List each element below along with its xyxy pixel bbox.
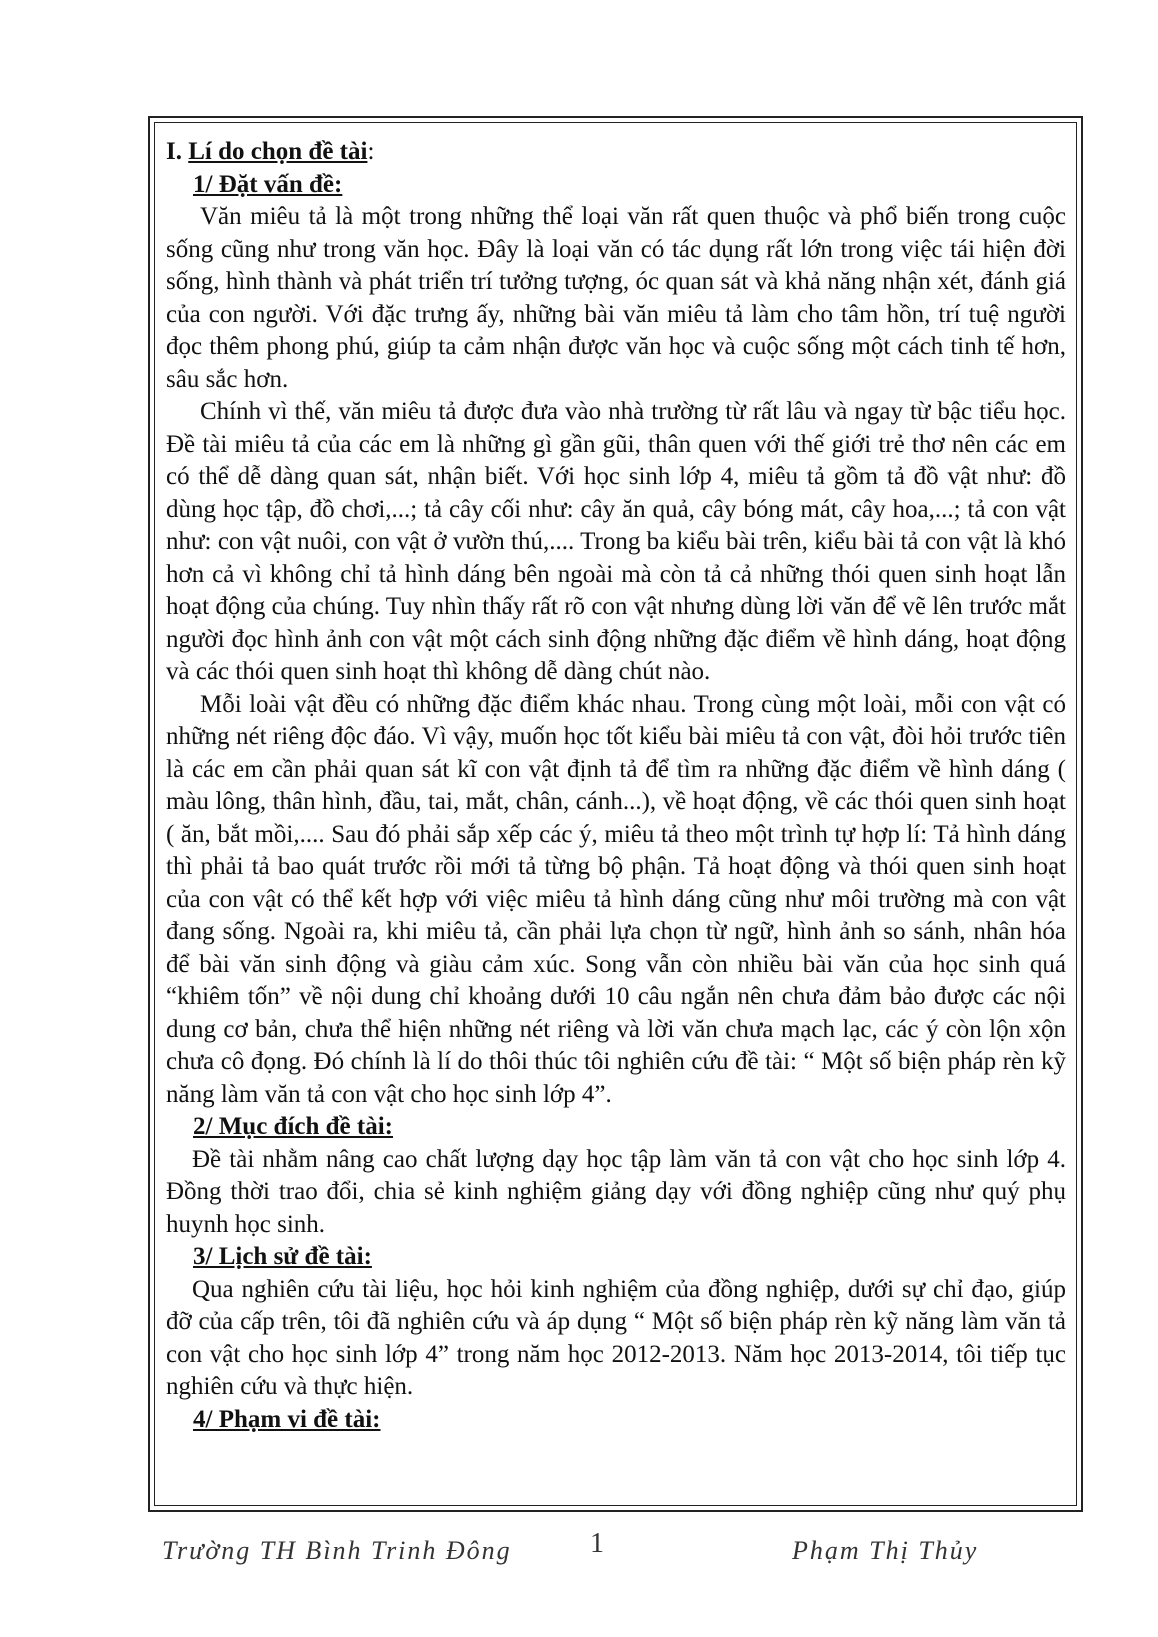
footer-school: Trường TH Bình Trinh Đông — [162, 1536, 512, 1565]
subsection-heading-4 — [166, 1404, 1066, 1437]
paragraph-1-2: Chính vì thế, văn miêu tả được đưa vào nhà trường từ rất lâu và ngay từ bậc tiểu học. Đề tài miêu tả của các em là những gì gần gũi, thân quen với thế giới trẻ thơ nên các em có thể dễ dàng quan sát, nhận biết. Với học sinh lớp 4, miêu tả gồm tả đồ vật như: đồ dùng học tập, đồ chơi,...; tả cây cối như: cây ăn quả, cây bóng mát, cây hoa,...; tả con vật như: con vật nuôi, con vật ở vườn thú,.... Trong ba kiểu bài trên, kiểu bài tả con vật là khó hơn cả vì không chỉ tả hình dáng bên ngoài mà còn tả cả những thói quen sinh hoạt lẫn hoạt động của chúng. Tuy nhìn thấy rất rõ con vật nhưng dùng lời văn để vẽ lên trước mắt người đọc hình ảnh con vật một cách sinh động những đặc điểm về hình dáng, hoạt động và các thói quen sinh hoạt thì không dễ dàng chút nào. — [166, 398, 1066, 685]
subsection-heading-2 — [166, 1111, 1066, 1144]
section-title: Lí do chọn đề tài — [188, 138, 368, 165]
paragraph-2-1: Đề tài nhằm nâng cao chất lượng dạy học tập làm văn tả con vật cho học sinh lớp 4. Đồng thời trao đổi, chia sẻ kinh nghiệm giảng dạy với đồng nghiệp cũng như quý phụ huynh học sinh. — [166, 1145, 1066, 1238]
paragraph-1-1: Văn miêu tả là một trong những thể loại văn rất quen thuộc và phổ biến trong cuộc sống cũng như trong văn học. Đây là loại văn có tác dụng rất lớn trong việc tái hiện đời sống, hình thành và phát triển trí tưởng tượng, óc quan sát và khả năng nhận xét, đánh giá của con người. Với đặc trưng ấy, những bài văn miêu tả làm cho tâm hồn, trí tuệ người đọc thêm phong phú, giúp ta cảm nhận được văn học và cuộc sống một cách tinh tế hơn, sâu sắc hơn. — [166, 203, 1066, 393]
subsection-heading-3 — [166, 1241, 1066, 1274]
section-colon: : — [367, 138, 375, 165]
subsection-title-3: 3/ Lịch sử đề tài: — [193, 1243, 372, 1270]
footer-author: Phạm Thị Thủy — [792, 1536, 979, 1565]
page-footer — [0, 1528, 1158, 1578]
subsection-title-4: 4/ Phạm vi đề tài: — [193, 1405, 381, 1433]
document-body — [166, 136, 1066, 1436]
subsection-heading-1 — [166, 169, 1066, 202]
section-number: I. — [166, 138, 189, 165]
page-number: 1 — [590, 1528, 604, 1559]
subsection-title-1: 1/ Đặt vấn đề: — [193, 170, 343, 198]
section-heading — [166, 136, 1066, 169]
paragraph-3-1: Qua nghiên cứu tài liệu, học hỏi kinh nghiệm của đồng nghiệp, dưới sự chỉ đạo, giúp đỡ của cấp trên, tôi đã nghiên cứu và áp dụng “ Một số biện pháp rèn kỹ năng làm văn tả con vật cho học sinh lớp 4” trong năm học 2012-2013. Năm học 2013-2014, tôi tiếp tục nghiên cứu và thực hiện. — [166, 1275, 1066, 1400]
paragraph-1-3: Mỗi loài vật đều có những đặc điểm khác nhau. Trong cùng một loài, mỗi con vật có những nét riêng độc đáo. Vì vậy, muốn học tốt kiểu bài miêu tả con vật, đòi hỏi trước tiên là các em cần phải quan sát kĩ con vật định tả để tìm ra những đặc điểm về hình dáng ( màu lông, thân hình, đầu, tai, mắt, chân, cánh...), về hoạt động, về các thói quen sinh hoạt ( ăn, bắt mồi,.... Sau đó phải sắp xếp các ý, miêu tả theo một trình tự hợp lí: Tả hình dáng thì phải tả bao quát trước rồi mới tả từng bộ phận. Tả hoạt động và thói quen sinh hoạt của con vật có thể kết hợp với việc miêu tả hình dáng cũng như môi trường mà con vật đang sống. Ngoài ra, khi miêu tả, cần phải lựa chọn từ ngữ, hình ảnh so sánh, nhân hóa để bài văn sinh động và giàu cảm xúc. Song vẫn còn nhiều bài văn của học sinh quá “khiêm tốn” về nội dung chỉ khoảng dưới 10 câu ngắn nên chưa đảm bảo được các nội dung cơ bản, chưa thể hiện những nét riêng và lời văn chưa mạch lạc, các ý còn lộn xộn chưa cô đọng. Đó chính là lí do thôi thúc tôi nghiên cứu đề tài: “ Một số biện pháp rèn kỹ năng làm văn tả con vật cho học sinh lớp 4”. — [166, 690, 1066, 1108]
subsection-title-2: 2/ Mục đích đề tài: — [193, 1113, 393, 1140]
